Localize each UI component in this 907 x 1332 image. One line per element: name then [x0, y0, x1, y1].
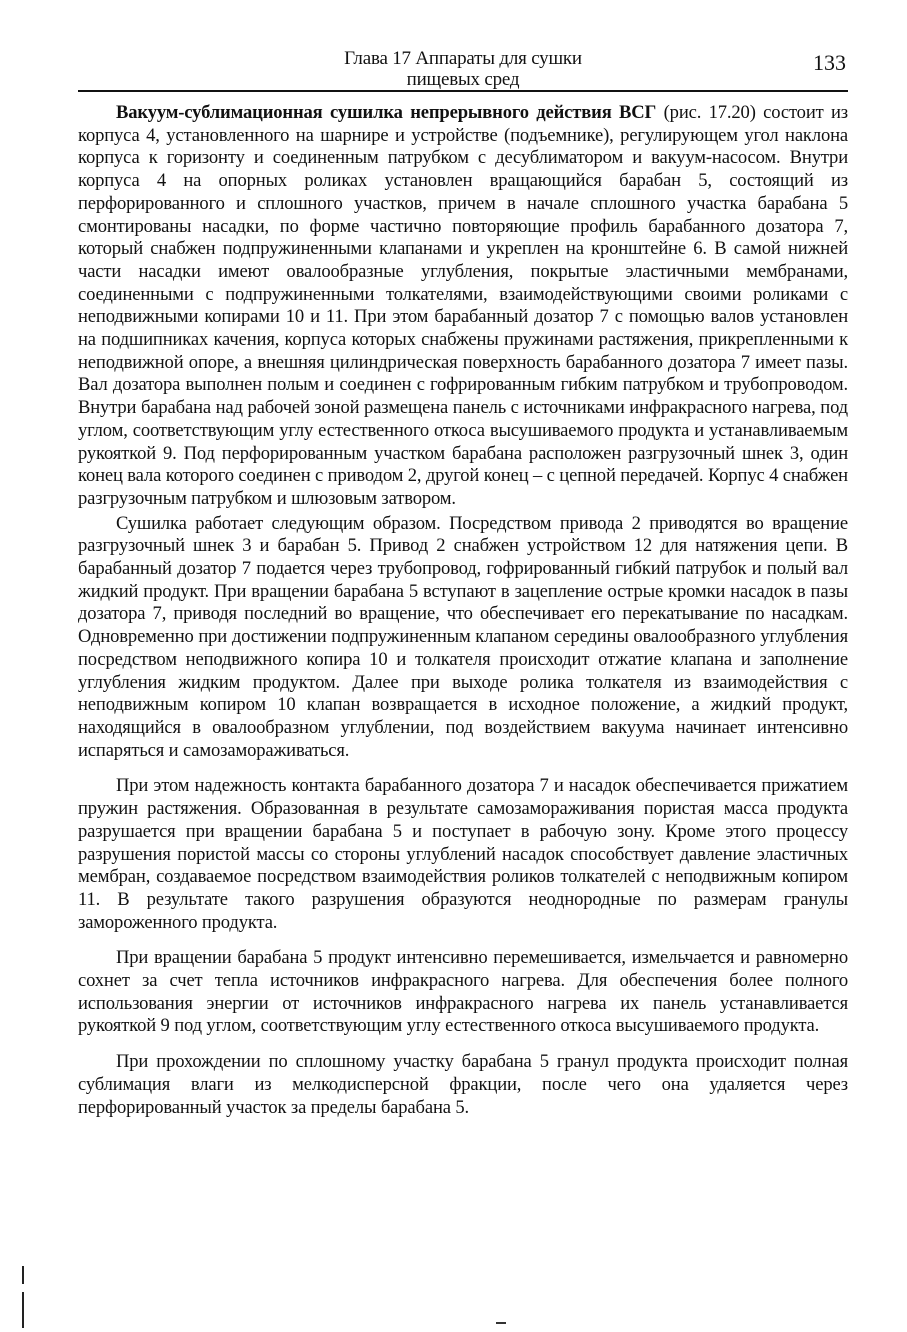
paragraph-lead-term: Вакуум-сублимационная сушилка непрерывного действия ВСГ	[116, 102, 657, 123]
body-text	[78, 102, 848, 1119]
book-page	[78, 48, 848, 1132]
paragraph-5: При прохождении по сплошному участку барабана 5 гранул продукта происходит полная сублимация влаги из мелкодисперсной фракции, после чего она удаляется через перфорированный участок за пределы барабана 5.	[78, 1051, 848, 1118]
paragraph-4: При вращении барабана 5 продукт интенсивно перемешивается, измельчается и равномерно сохнет за счет тепла источников инфракрасного нагрева. Для обеспечения более полного использования энергии от источников инфракрасного нагрева их панель устанавливается рукояткой 9 под углом, соответствующим углу естественного откоса высушиваемого продукта.	[78, 947, 848, 1037]
header-rule	[78, 90, 848, 92]
scan-artifact-dash	[496, 1322, 506, 1324]
running-header	[78, 48, 848, 92]
paragraph-1	[78, 102, 848, 511]
chapter-title	[78, 48, 848, 90]
paragraph-2: Сушилка работает следующим образом. Посредством привода 2 приводятся во вращение разгрузочный шнек 3 и барабан 5. Привод 2 снабжен устройством 12 для натяжения цепи. В барабанный дозатор 7 подается через трубопровод, гофрированный гибкий патрубок и полый вал жидкий продукт. При вращении барабана 5 вступают в зацепление острые кромки насадок в пазы дозатора 7, приводя последний во вращение, что обеспечивает его перекатывание по насадкам. Одновременно при достижении подпружиненным клапаном середины овалообразного углубления посредством неподвижного копира 10 и толкателя происходит отжатие клапана и заполнение углубления жидким продуктом. Далее при выходе ролика толкателя из взаимодействия с неподвижным копиром 10 клапан возвращается в исходное положение, а жидкий продукт, находящийся в овалообразном углублении, под воздействием вакуума начинает интенсивно испаряться и самозамораживаться.	[78, 512, 848, 761]
scan-margin-mark	[22, 1292, 24, 1328]
chapter-title-line-1: Глава 17 Аппараты для сушки	[344, 48, 582, 69]
page-number: 133	[813, 50, 846, 75]
paragraph-3: При этом надежность контакта барабанного дозатора 7 и насадок обеспечивается прижатием пружин растяжения. Образованная в результате самозамораживания пористая масса продукта разрушается при вращении барабана 5 и поступает в рабочую зону. Кроме этого процессу разрушения пористой массы со стороны углублений насадок способствует давление эластичных мембран, создаваемое посредством взаимодействия роликов толкателей с неподвижным копиром 11. В результате такого разрушения образуются неоднородные по размерам гранулы замороженного продукта.	[78, 775, 848, 933]
chapter-title-line-2: пищевых сред	[406, 69, 520, 90]
scan-margin-mark	[22, 1266, 24, 1284]
paragraph-1-text: (рис. 17.20) состоит из корпуса 4, установленного на шарнире и устройстве (подъемнике), регулирующем угол наклона корпуса к горизонту и соединенным патрубком с десублиматором и вакуум-насосом. Внутри корпуса 4 на опорных роликах установлен вращающийся барабан 5, состоящий из перфорированного и сплошного участков, причем в начале сплошного участка барабана 5 смонтированы насадки, по форме частично повторяющие профиль барабанного дозатора 7, который снабжен подпружиненными клапанами и укреплен на кронштейне 6. В самой нижней части насадки имеют овалообразные углубления, покрытые эластичными мембранами, соединенными с подпружиненными толкателями, взаимодействующими своими роликами с неподвижными копирами 10 и 11. При этом барабанный дозатор 7 с помощью валов установлен на подшипниках качения, корпуса которых снабжены пружинами растяжения, прикрепленными к неподвижной опоре, а внешняя цилиндрическая поверхность барабанного дозатора 7 имеет пазы. Вал дозатора выполнен полым и соединен с гофрированным гибким патрубком и трубопроводом. Внутри барабана над рабочей зоной размещена панель с источниками инфракрасного нагрева, под углом, соответствующим углу естественного откоса высушиваемого продукта и устанавливаемым рукояткой 9. Под перфорированным участком барабана расположен разгрузочный шнек 3, один конец вала которого соединен с приводом 2, другой конец – с цепной передачей. Корпус 4 снабжен разгрузочным патрубком и шлюзовым затвором.	[78, 102, 848, 509]
